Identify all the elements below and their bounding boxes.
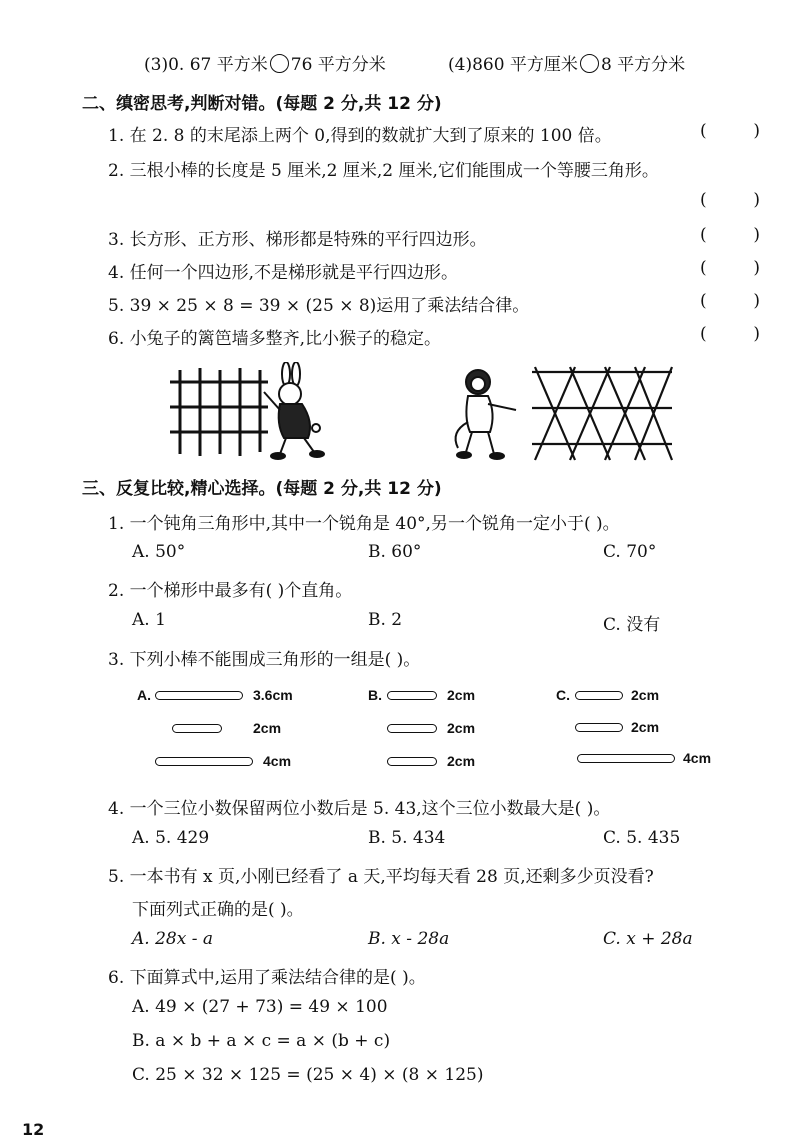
section3-title: 三、反复比较,精心选择。(每题 2 分,共 12 分) <box>82 479 442 499</box>
choice-q1: 1. 一个钝角三角形中,其中一个锐角是 40°,另一个锐角一定小于( )。 <box>108 514 620 534</box>
answer-paren[interactable]: ( ) <box>700 258 760 278</box>
stick-length-label: 2cm <box>447 687 476 703</box>
judge-item-4: 4. 任何一个四边形,不是梯形就是平行四边形。 <box>108 263 459 283</box>
choice-q4-option-a[interactable]: A. 5. 429 <box>132 828 210 848</box>
section2-title: 二、缜密思考,判断对错。(每题 2 分,共 12 分) <box>82 94 442 114</box>
part1-q4 <box>448 50 685 75</box>
part1-q3 <box>144 50 386 75</box>
choice-q1-option-c[interactable]: C. 70° <box>603 542 657 562</box>
choice-q6-option-c[interactable]: C. 25 × 32 × 125 = (25 × 4) × (8 × 125) <box>132 1065 484 1085</box>
answer-paren[interactable]: ( ) <box>700 225 760 245</box>
stick-length-label: 2cm <box>253 720 282 736</box>
answer-paren[interactable]: ( ) <box>700 190 760 210</box>
stick-length-label: 2cm <box>631 687 660 703</box>
choice-q5-line1: 5. 一本书有 x 页,小刚已经看了 a 天,平均每天看 28 页,还剩多少页没看? <box>108 867 654 887</box>
stick-group-b-letter[interactable]: B. <box>368 687 382 703</box>
stick-length-label: 2cm <box>631 719 660 735</box>
choice-q5-option-c[interactable]: C. x + 28a <box>603 929 693 949</box>
stick <box>387 691 437 700</box>
stick-group-a-letter[interactable]: A. <box>137 687 151 703</box>
part1-q4-right: 8 平方分米 <box>600 55 686 75</box>
rabbit-fence-illustration <box>168 362 348 462</box>
stick <box>577 754 675 763</box>
choice-q3: 3. 下列小棒不能围成三角形的一组是( )。 <box>108 650 421 670</box>
choice-q2-option-a[interactable]: A. 1 <box>132 610 166 630</box>
choice-q4: 4. 一个三位小数保留两位小数后是 5. 43,这个三位小数最大是( )。 <box>108 799 611 819</box>
stick-length-label: 3.6cm <box>253 687 293 703</box>
stick-length-label: 2cm <box>447 753 476 769</box>
choice-q1-option-a[interactable]: A. 50° <box>132 542 186 562</box>
answer-paren[interactable]: ( ) <box>700 324 760 344</box>
compare-circle-icon[interactable] <box>580 54 599 73</box>
choice-q2-option-c[interactable]: C. 没有 <box>603 615 661 635</box>
stick-length-label: 2cm <box>447 720 476 736</box>
page-number: 12 <box>22 1120 45 1139</box>
stick <box>575 723 623 732</box>
choice-q6-option-b[interactable]: B. a × b + a × c = a × (b + c) <box>132 1031 391 1051</box>
stick <box>387 724 437 733</box>
choice-q2: 2. 一个梯形中最多有( )个直角。 <box>108 581 353 601</box>
part1-q3-label: (3)0. 67 平方米 <box>144 55 268 75</box>
choice-q5-line2: 下面列式正确的是( )。 <box>132 900 304 920</box>
stick <box>387 757 437 766</box>
judge-item-2: 2. 三根小棒的长度是 5 厘米,2 厘米,2 厘米,它们能围成一个等腰三角形。 <box>108 161 659 181</box>
stick <box>155 691 243 700</box>
choice-q6: 6. 下面算式中,运用了乘法结合律的是( )。 <box>108 968 426 988</box>
stick <box>172 724 222 733</box>
stick <box>155 757 253 766</box>
judge-item-1: 1. 在 2. 8 的末尾添上两个 0,得到的数就扩大到了原来的 100 倍。 <box>108 126 612 146</box>
choice-q4-option-c[interactable]: C. 5. 435 <box>603 828 681 848</box>
choice-q5-option-a[interactable]: A. 28x - a <box>132 929 213 949</box>
choice-q2-option-b[interactable]: B. 2 <box>368 610 403 630</box>
part1-q3-right: 76 平方分米 <box>290 55 386 75</box>
choice-q1-option-b[interactable]: B. 60° <box>368 542 422 562</box>
stick-length-label: 4cm <box>683 750 712 766</box>
judge-item-6: 6. 小兔子的篱笆墙多整齐,比小猴子的稳定。 <box>108 329 442 349</box>
choice-q4-option-b[interactable]: B. 5. 434 <box>368 828 446 848</box>
stick-length-label: 4cm <box>263 753 292 769</box>
part1-q4-label: (4)860 平方厘米 <box>448 55 578 75</box>
stick <box>575 691 623 700</box>
monkey-fence-illustration <box>440 362 680 462</box>
judge-item-5: 5. 39 × 25 × 8 = 39 × (25 × 8)运用了乘法结合律。 <box>108 296 530 316</box>
compare-circle-icon[interactable] <box>270 54 289 73</box>
choice-q5-option-b[interactable]: B. x - 28a <box>368 929 450 949</box>
answer-paren[interactable]: ( ) <box>700 291 760 311</box>
judge-item-3: 3. 长方形、正方形、梯形都是特殊的平行四边形。 <box>108 230 487 250</box>
stick-group-c-letter[interactable]: C. <box>556 687 570 703</box>
choice-q6-option-a[interactable]: A. 49 × (27 + 73) = 49 × 100 <box>132 997 388 1017</box>
answer-paren[interactable]: ( ) <box>700 121 760 141</box>
